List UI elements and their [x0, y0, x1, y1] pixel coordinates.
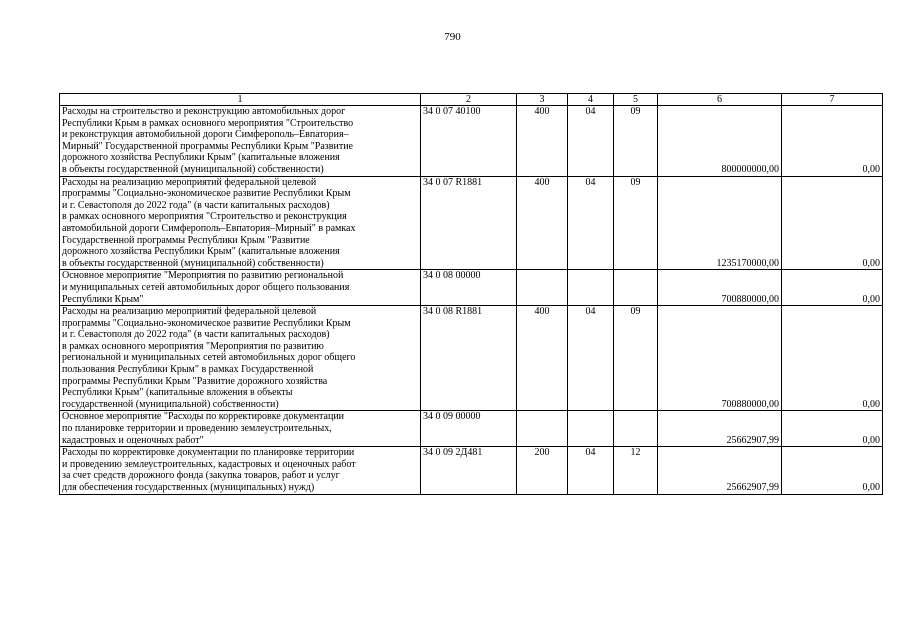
amount-column-6: 700880000,00 [658, 270, 782, 306]
amount-column-7: 0,00 [782, 106, 883, 177]
expense-type-code: 400 [517, 106, 568, 177]
amount-column-7: 0,00 [782, 270, 883, 306]
table-row [60, 270, 883, 306]
table-row [60, 106, 883, 177]
amount-column-6: 25662907,99 [658, 411, 782, 447]
expense-name: Основное мероприятие "Расходы по корректировке документации по планировке территории и проведению землеустроительных, кадастровых и оценочных работ" [60, 411, 421, 447]
expense-type-code: 200 [517, 447, 568, 494]
amount-column-6: 800000000,00 [658, 106, 782, 177]
expense-type-code: 400 [517, 306, 568, 411]
amount-column-7: 0,00 [782, 176, 883, 270]
target-article-code: 34 0 08 00000 [421, 270, 517, 306]
expense-type-code: 400 [517, 176, 568, 270]
target-article-code: 34 0 07 40100 [421, 106, 517, 177]
page-number: 790 [444, 31, 461, 43]
expense-type-code [517, 411, 568, 447]
expense-name: Расходы на реализацию мероприятий федеральной целевой программы "Социально-экономическое развитие Республики Крым и г. Севастополя до 2022 года" (в части капитальных расходов) в рамках основного мероприятия "Строительство и реконструкция автомобильной дороги Симферополь–Евпатория–Мирный" в рамках Государственной программы Республики Крым "Развитие дорожного хозяйства Республики Крым" (капитальные вложения в объекты государственной (муниципальной) собственности) [60, 176, 421, 270]
subsection-code: 09 [614, 306, 658, 411]
expense-name: Расходы на строительство и реконструкцию автомобильных дорог Республики Крым в рамках основного мероприятия "Строительство и реконструкция автомобильной дороги Симферополь–Евпатория– Мирный" Государственной программы Республики Крым "Развитие дорожного хозяйства Республики Крым" (капитальные вложения в объекты государственной (муниципальной) собственности) [60, 106, 421, 177]
amount-column-6: 25662907,99 [658, 447, 782, 494]
column-header: 1 [60, 94, 421, 106]
section-code: 04 [568, 176, 614, 270]
section-code [568, 411, 614, 447]
column-header: 3 [517, 94, 568, 106]
target-article-code: 34 0 07 R1881 [421, 176, 517, 270]
target-article-code: 34 0 09 00000 [421, 411, 517, 447]
table-row [60, 411, 883, 447]
subsection-code [614, 411, 658, 447]
target-article-code: 34 0 08 R1881 [421, 306, 517, 411]
section-code: 04 [568, 447, 614, 494]
section-code [568, 270, 614, 306]
table-row [60, 306, 883, 411]
column-header: 2 [421, 94, 517, 106]
expense-name: Расходы на реализацию мероприятий федеральной целевой программы "Социально-экономическое развитие Республики Крым и г. Севастополя до 2022 года" (в части капитальных расходов) в рамках основного мероприятия "Мероприятия по развитию региональной и муниципальных сетей автомобильных дорог общего пользования Республики Крым" в рамках Государственной программы Республики Крым "Развитие дорожного хозяйства Республики Крым" (капитальные вложения в объекты государственной (муниципальной) собственности) [60, 306, 421, 411]
column-header: 5 [614, 94, 658, 106]
amount-column-7: 0,00 [782, 411, 883, 447]
subsection-code: 09 [614, 176, 658, 270]
budget-table [59, 93, 883, 495]
target-article-code: 34 0 09 2Д481 [421, 447, 517, 494]
expense-type-code [517, 270, 568, 306]
table-row [60, 176, 883, 270]
column-header: 4 [568, 94, 614, 106]
amount-column-7: 0,00 [782, 306, 883, 411]
section-code: 04 [568, 306, 614, 411]
subsection-code: 12 [614, 447, 658, 494]
amount-column-7: 0,00 [782, 447, 883, 494]
amount-column-6: 700880000,00 [658, 306, 782, 411]
section-code: 04 [568, 106, 614, 177]
expense-name: Расходы по корректировке документации по планировке территории и проведению землеустроительных, кадастровых и оценочных работ за счет средств дорожного фонда (закупка товаров, работ и услуг для обеспечения государственных (муниципальных) нужд) [60, 447, 421, 494]
column-header-row [60, 94, 883, 106]
column-header: 6 [658, 94, 782, 106]
column-header: 7 [782, 94, 883, 106]
subsection-code [614, 270, 658, 306]
amount-column-6: 1235170000,00 [658, 176, 782, 270]
subsection-code: 09 [614, 106, 658, 177]
expense-name: Основное мероприятие "Мероприятия по развитию региональной и муниципальных сетей автомобильных дорог общего пользования Республики Крым" [60, 270, 421, 306]
table-row [60, 447, 883, 494]
